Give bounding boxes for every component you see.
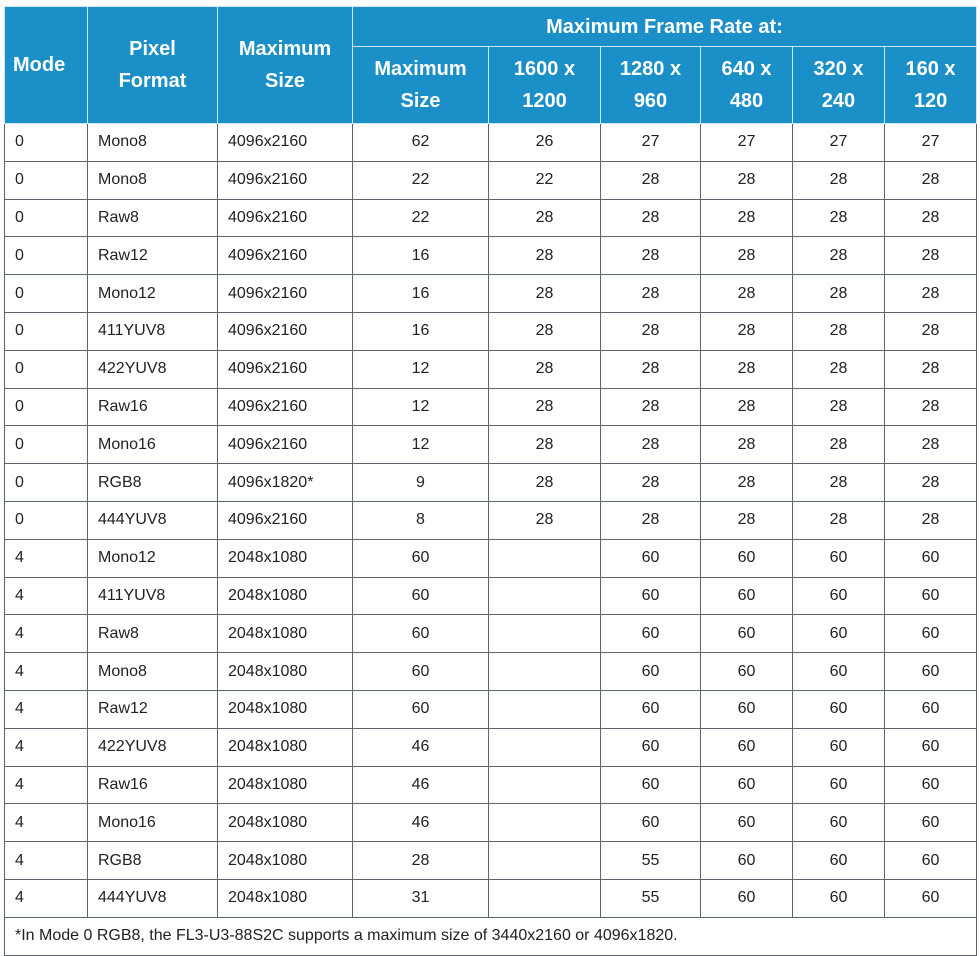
cell-fps-max-size: 16 xyxy=(353,275,489,313)
table-row xyxy=(5,577,977,615)
cell-pixel-format: 411YUV8 xyxy=(88,312,218,350)
table-row xyxy=(5,804,977,842)
header-frame-rate-col-line: Maximum xyxy=(374,58,467,80)
header-frame-rate-col xyxy=(885,47,977,124)
cell-fps-1600x1200: 28 xyxy=(489,199,601,237)
cell-fps-640x480: 60 xyxy=(701,804,793,842)
cell-fps-640x480: 28 xyxy=(701,350,793,388)
cell-fps-320x240: 28 xyxy=(793,161,885,199)
cell-fps-1600x1200: 22 xyxy=(489,161,601,199)
cell-fps-1600x1200: 28 xyxy=(489,501,601,539)
cell-fps-1600x1200 xyxy=(489,577,601,615)
cell-maximum-size: 4096x2160 xyxy=(218,312,353,350)
cell-pixel-format: Mono16 xyxy=(88,426,218,464)
cell-fps-1600x1200 xyxy=(489,615,601,653)
cell-fps-640x480: 28 xyxy=(701,464,793,502)
cell-fps-320x240: 28 xyxy=(793,426,885,464)
cell-fps-320x240: 60 xyxy=(793,577,885,615)
cell-fps-160x120: 28 xyxy=(885,464,977,502)
cell-mode: 0 xyxy=(5,199,88,237)
header-frame-rate-col-line: 960 xyxy=(633,90,668,112)
cell-pixel-format: Mono8 xyxy=(88,124,218,162)
cell-pixel-format: 444YUV8 xyxy=(88,879,218,917)
cell-fps-max-size: 16 xyxy=(353,237,489,275)
header-frame-rate-col-line: 120 xyxy=(913,90,948,112)
cell-maximum-size: 4096x2160 xyxy=(218,124,353,162)
cell-mode: 4 xyxy=(5,539,88,577)
cell-fps-160x120: 28 xyxy=(885,501,977,539)
cell-fps-640x480: 28 xyxy=(701,161,793,199)
cell-fps-320x240: 28 xyxy=(793,464,885,502)
table-row xyxy=(5,766,977,804)
cell-fps-320x240: 28 xyxy=(793,388,885,426)
cell-pixel-format: Raw8 xyxy=(88,615,218,653)
cell-pixel-format: Raw12 xyxy=(88,237,218,275)
header-frame-rate-col-line: 1600 x xyxy=(513,58,576,80)
cell-fps-1280x960: 28 xyxy=(601,237,701,275)
table-header xyxy=(5,7,977,124)
cell-fps-320x240: 60 xyxy=(793,615,885,653)
cell-fps-max-size: 16 xyxy=(353,312,489,350)
frame-rate-table xyxy=(4,6,977,956)
header-mode: Mode xyxy=(5,7,88,124)
cell-pixel-format: Mono12 xyxy=(88,539,218,577)
cell-fps-1600x1200 xyxy=(489,728,601,766)
cell-fps-640x480: 28 xyxy=(701,199,793,237)
cell-fps-640x480: 28 xyxy=(701,388,793,426)
header-frame-rate-col xyxy=(353,47,489,124)
cell-fps-160x120: 60 xyxy=(885,615,977,653)
cell-fps-1600x1200: 26 xyxy=(489,124,601,162)
cell-pixel-format: RGB8 xyxy=(88,464,218,502)
cell-maximum-size: 4096x2160 xyxy=(218,501,353,539)
header-frame-rate-col-line: 1280 x xyxy=(619,58,682,80)
header-frame-rate-col xyxy=(601,47,701,124)
cell-fps-320x240: 27 xyxy=(793,124,885,162)
cell-maximum-size: 4096x2160 xyxy=(218,237,353,275)
cell-maximum-size: 4096x1820* xyxy=(218,464,353,502)
cell-pixel-format: Mono12 xyxy=(88,275,218,313)
header-pixel-format-line1: Pixel xyxy=(129,38,176,60)
cell-pixel-format: RGB8 xyxy=(88,842,218,880)
cell-fps-160x120: 60 xyxy=(885,842,977,880)
cell-fps-max-size: 60 xyxy=(353,653,489,691)
cell-fps-1600x1200 xyxy=(489,539,601,577)
header-frame-rate-col xyxy=(701,47,793,124)
cell-maximum-size: 2048x1080 xyxy=(218,879,353,917)
cell-maximum-size: 4096x2160 xyxy=(218,199,353,237)
cell-fps-max-size: 12 xyxy=(353,350,489,388)
cell-maximum-size: 4096x2160 xyxy=(218,388,353,426)
cell-fps-320x240: 60 xyxy=(793,653,885,691)
cell-fps-1280x960: 28 xyxy=(601,388,701,426)
cell-fps-1280x960: 28 xyxy=(601,464,701,502)
table-row xyxy=(5,426,977,464)
cell-mode: 0 xyxy=(5,161,88,199)
header-frame-rate-col-line: 640 x xyxy=(721,58,772,80)
cell-fps-1600x1200 xyxy=(489,653,601,691)
cell-fps-1600x1200: 28 xyxy=(489,312,601,350)
cell-fps-160x120: 60 xyxy=(885,766,977,804)
cell-fps-160x120: 27 xyxy=(885,124,977,162)
cell-fps-1280x960: 28 xyxy=(601,199,701,237)
cell-mode: 4 xyxy=(5,804,88,842)
cell-fps-max-size: 12 xyxy=(353,426,489,464)
cell-fps-640x480: 60 xyxy=(701,728,793,766)
cell-pixel-format: Raw16 xyxy=(88,388,218,426)
cell-fps-1600x1200: 28 xyxy=(489,426,601,464)
cell-mode: 4 xyxy=(5,615,88,653)
cell-fps-max-size: 46 xyxy=(353,728,489,766)
cell-fps-max-size: 60 xyxy=(353,539,489,577)
cell-fps-640x480: 28 xyxy=(701,426,793,464)
table-row xyxy=(5,124,977,162)
cell-mode: 0 xyxy=(5,312,88,350)
cell-maximum-size: 2048x1080 xyxy=(218,728,353,766)
header-pixel-format xyxy=(88,7,218,124)
cell-mode: 4 xyxy=(5,842,88,880)
cell-fps-320x240: 60 xyxy=(793,728,885,766)
cell-fps-160x120: 28 xyxy=(885,275,977,313)
table-body xyxy=(5,124,977,956)
cell-fps-160x120: 60 xyxy=(885,879,977,917)
cell-fps-1280x960: 60 xyxy=(601,653,701,691)
header-frame-rate-col-line: Size xyxy=(400,90,441,112)
cell-mode: 0 xyxy=(5,426,88,464)
cell-fps-1600x1200: 28 xyxy=(489,464,601,502)
cell-fps-320x240: 28 xyxy=(793,237,885,275)
cell-maximum-size: 4096x2160 xyxy=(218,161,353,199)
cell-pixel-format: 411YUV8 xyxy=(88,577,218,615)
cell-fps-max-size: 60 xyxy=(353,615,489,653)
cell-fps-320x240: 28 xyxy=(793,350,885,388)
cell-maximum-size: 4096x2160 xyxy=(218,426,353,464)
cell-fps-max-size: 22 xyxy=(353,199,489,237)
cell-fps-max-size: 46 xyxy=(353,766,489,804)
table-row xyxy=(5,690,977,728)
cell-fps-1280x960: 60 xyxy=(601,728,701,766)
cell-fps-1280x960: 60 xyxy=(601,615,701,653)
cell-fps-max-size: 31 xyxy=(353,879,489,917)
table-row xyxy=(5,199,977,237)
cell-fps-max-size: 62 xyxy=(353,124,489,162)
cell-fps-320x240: 60 xyxy=(793,690,885,728)
header-maximum-size xyxy=(218,7,353,124)
cell-pixel-format: Mono8 xyxy=(88,161,218,199)
cell-fps-1600x1200 xyxy=(489,842,601,880)
header-maximum-size-line1: Maximum xyxy=(238,38,332,60)
cell-fps-160x120: 60 xyxy=(885,728,977,766)
cell-pixel-format: Mono16 xyxy=(88,804,218,842)
footnote: *In Mode 0 RGB8, the FL3-U3-88S2C supports a maximum size of 3440x2160 or 4096x1820. xyxy=(5,917,977,955)
table-row xyxy=(5,728,977,766)
cell-fps-160x120: 28 xyxy=(885,161,977,199)
cell-mode: 0 xyxy=(5,275,88,313)
header-frame-rate-group: Maximum Frame Rate at: xyxy=(353,7,977,47)
cell-fps-320x240: 60 xyxy=(793,804,885,842)
header-frame-rate-col xyxy=(793,47,885,124)
cell-fps-1280x960: 55 xyxy=(601,879,701,917)
cell-fps-1280x960: 28 xyxy=(601,501,701,539)
cell-fps-max-size: 28 xyxy=(353,842,489,880)
cell-pixel-format: 444YUV8 xyxy=(88,501,218,539)
cell-maximum-size: 2048x1080 xyxy=(218,804,353,842)
table-row xyxy=(5,237,977,275)
cell-fps-160x120: 60 xyxy=(885,653,977,691)
cell-fps-1280x960: 55 xyxy=(601,842,701,880)
table-row xyxy=(5,464,977,502)
table-row xyxy=(5,350,977,388)
cell-pixel-format: Raw8 xyxy=(88,199,218,237)
table-row xyxy=(5,615,977,653)
cell-maximum-size: 2048x1080 xyxy=(218,577,353,615)
footnote-row xyxy=(5,917,977,955)
header-frame-rate-col-line: 320 x xyxy=(813,58,864,80)
cell-fps-1280x960: 60 xyxy=(601,804,701,842)
cell-fps-640x480: 28 xyxy=(701,312,793,350)
cell-fps-max-size: 46 xyxy=(353,804,489,842)
cell-fps-160x120: 60 xyxy=(885,804,977,842)
cell-mode: 0 xyxy=(5,237,88,275)
cell-mode: 4 xyxy=(5,653,88,691)
table-row xyxy=(5,312,977,350)
cell-fps-640x480: 60 xyxy=(701,690,793,728)
cell-fps-160x120: 60 xyxy=(885,690,977,728)
cell-mode: 4 xyxy=(5,728,88,766)
table-row xyxy=(5,161,977,199)
cell-fps-640x480: 60 xyxy=(701,766,793,804)
cell-maximum-size: 2048x1080 xyxy=(218,653,353,691)
cell-mode: 4 xyxy=(5,879,88,917)
cell-fps-320x240: 60 xyxy=(793,539,885,577)
cell-fps-640x480: 28 xyxy=(701,501,793,539)
cell-fps-320x240: 28 xyxy=(793,312,885,350)
cell-fps-1280x960: 27 xyxy=(601,124,701,162)
cell-fps-160x120: 28 xyxy=(885,312,977,350)
cell-mode: 0 xyxy=(5,350,88,388)
cell-pixel-format: Raw16 xyxy=(88,766,218,804)
cell-maximum-size: 2048x1080 xyxy=(218,842,353,880)
cell-pixel-format: 422YUV8 xyxy=(88,350,218,388)
header-frame-rate-col-line: 1200 xyxy=(522,90,567,112)
cell-mode: 0 xyxy=(5,388,88,426)
cell-fps-640x480: 60 xyxy=(701,539,793,577)
cell-maximum-size: 2048x1080 xyxy=(218,615,353,653)
cell-fps-1280x960: 60 xyxy=(601,577,701,615)
cell-mode: 4 xyxy=(5,690,88,728)
cell-mode: 0 xyxy=(5,464,88,502)
cell-fps-160x120: 28 xyxy=(885,199,977,237)
header-maximum-size-line2: Size xyxy=(264,70,306,92)
table-row xyxy=(5,501,977,539)
cell-fps-640x480: 28 xyxy=(701,275,793,313)
cell-fps-1600x1200: 28 xyxy=(489,388,601,426)
cell-fps-max-size: 9 xyxy=(353,464,489,502)
cell-fps-320x240: 28 xyxy=(793,501,885,539)
cell-fps-1280x960: 60 xyxy=(601,766,701,804)
cell-fps-1280x960: 28 xyxy=(601,312,701,350)
cell-maximum-size: 2048x1080 xyxy=(218,539,353,577)
header-frame-rate-col-line: 160 x xyxy=(905,58,956,80)
cell-fps-1600x1200: 28 xyxy=(489,275,601,313)
cell-fps-1600x1200 xyxy=(489,690,601,728)
cell-pixel-format: 422YUV8 xyxy=(88,728,218,766)
cell-fps-160x120: 28 xyxy=(885,426,977,464)
table-row xyxy=(5,842,977,880)
cell-fps-max-size: 60 xyxy=(353,577,489,615)
cell-fps-640x480: 60 xyxy=(701,653,793,691)
table-row xyxy=(5,275,977,313)
cell-fps-1600x1200: 28 xyxy=(489,237,601,275)
header-frame-rate-col xyxy=(489,47,601,124)
cell-fps-320x240: 28 xyxy=(793,199,885,237)
cell-fps-320x240: 60 xyxy=(793,766,885,804)
cell-fps-1280x960: 60 xyxy=(601,539,701,577)
cell-fps-160x120: 28 xyxy=(885,388,977,426)
cell-fps-1600x1200 xyxy=(489,879,601,917)
cell-fps-max-size: 60 xyxy=(353,690,489,728)
cell-fps-640x480: 60 xyxy=(701,879,793,917)
cell-pixel-format: Mono8 xyxy=(88,653,218,691)
cell-fps-160x120: 28 xyxy=(885,237,977,275)
cell-mode: 0 xyxy=(5,501,88,539)
cell-pixel-format: Raw12 xyxy=(88,690,218,728)
cell-fps-1280x960: 28 xyxy=(601,350,701,388)
cell-fps-320x240: 60 xyxy=(793,842,885,880)
cell-fps-1280x960: 60 xyxy=(601,690,701,728)
cell-maximum-size: 4096x2160 xyxy=(218,350,353,388)
cell-fps-320x240: 60 xyxy=(793,879,885,917)
cell-maximum-size: 4096x2160 xyxy=(218,275,353,313)
header-pixel-format-line2: Format xyxy=(118,70,187,92)
table-row xyxy=(5,539,977,577)
cell-fps-max-size: 22 xyxy=(353,161,489,199)
cell-fps-160x120: 60 xyxy=(885,539,977,577)
cell-fps-160x120: 60 xyxy=(885,577,977,615)
cell-fps-640x480: 60 xyxy=(701,842,793,880)
cell-fps-640x480: 60 xyxy=(701,577,793,615)
header-frame-rate-col-line: 480 xyxy=(729,90,764,112)
cell-fps-1600x1200 xyxy=(489,766,601,804)
cell-fps-max-size: 12 xyxy=(353,388,489,426)
cell-fps-1280x960: 28 xyxy=(601,426,701,464)
cell-fps-1600x1200: 28 xyxy=(489,350,601,388)
cell-fps-640x480: 27 xyxy=(701,124,793,162)
cell-mode: 0 xyxy=(5,124,88,162)
cell-maximum-size: 2048x1080 xyxy=(218,690,353,728)
cell-fps-160x120: 28 xyxy=(885,350,977,388)
cell-mode: 4 xyxy=(5,766,88,804)
table-row xyxy=(5,653,977,691)
cell-fps-1600x1200 xyxy=(489,804,601,842)
cell-fps-320x240: 28 xyxy=(793,275,885,313)
cell-fps-640x480: 60 xyxy=(701,615,793,653)
header-frame-rate-col-line: 240 xyxy=(821,90,856,112)
cell-maximum-size: 2048x1080 xyxy=(218,766,353,804)
cell-fps-1280x960: 28 xyxy=(601,275,701,313)
cell-fps-1280x960: 28 xyxy=(601,161,701,199)
cell-fps-640x480: 28 xyxy=(701,237,793,275)
table-row xyxy=(5,388,977,426)
cell-mode: 4 xyxy=(5,577,88,615)
cell-fps-max-size: 8 xyxy=(353,501,489,539)
table-row xyxy=(5,879,977,917)
